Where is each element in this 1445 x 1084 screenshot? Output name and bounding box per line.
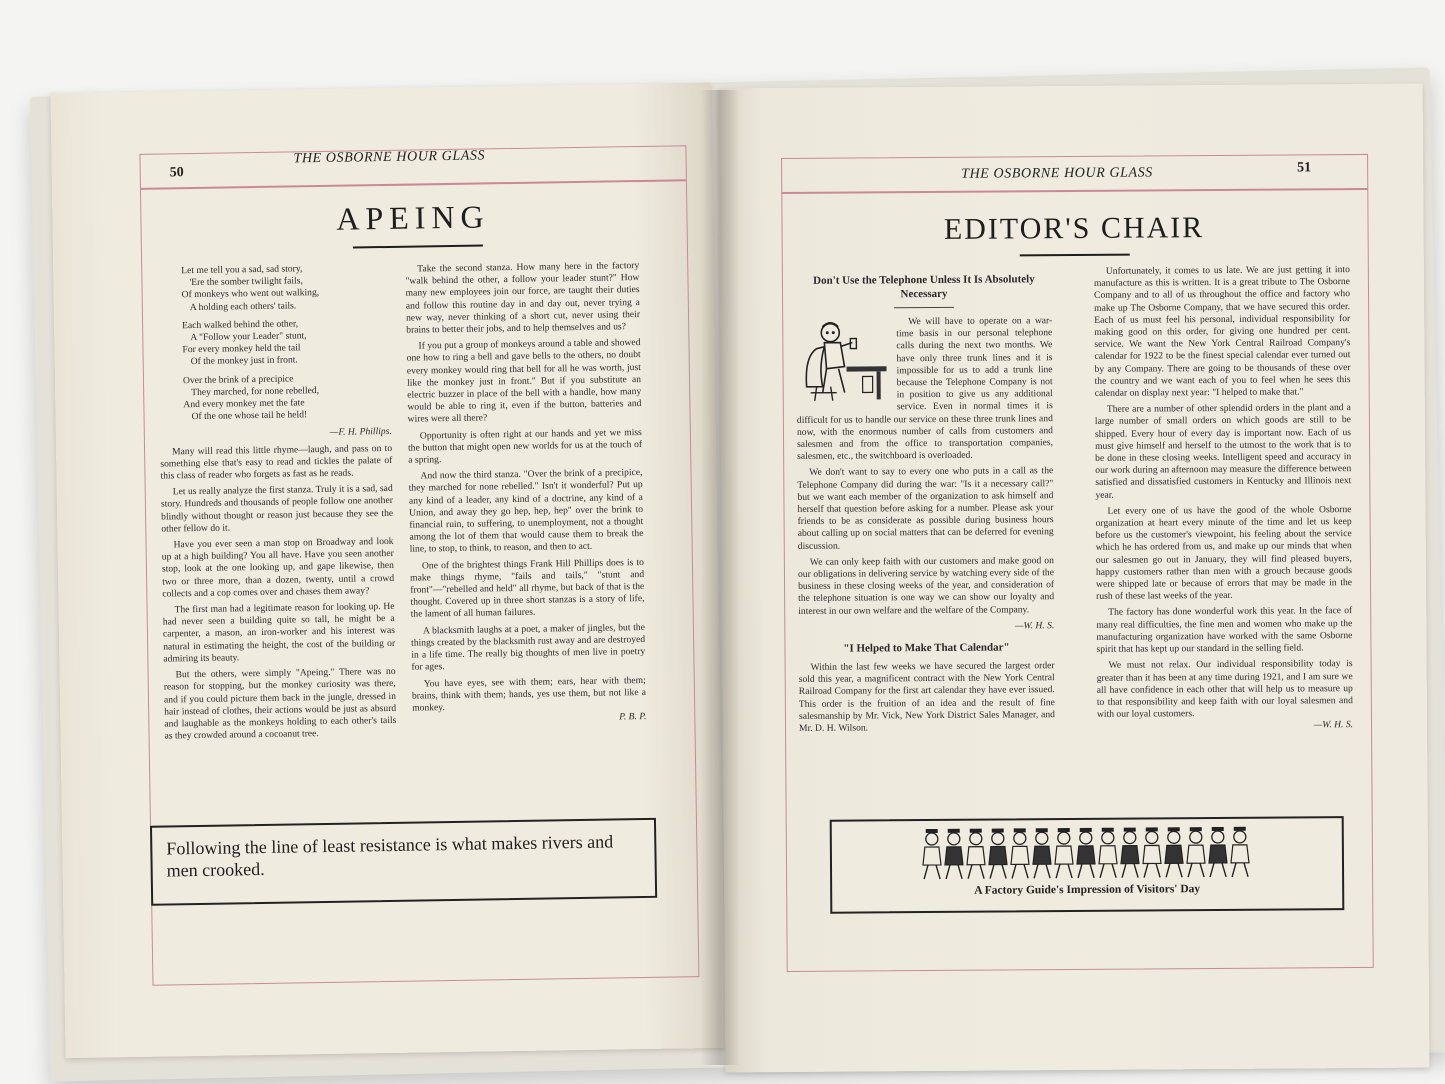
poem-line: Let me tell you a sad, sad story, (181, 263, 303, 277)
poem-line: 'Ere the somber twilight fails, (189, 275, 303, 289)
cartoon-figure (1231, 827, 1249, 877)
paragraph: A blacksmith laughs at a poet, a maker of jingles, but the things created by the blacksmith rust away and are destroyed in a life time. The really big thoughts of men live in poetry for ages. (411, 621, 646, 673)
paragraph: The factory has done wonderful work this year. In the face of many real difficulties, the fine men and women who make up the manufacturing organization have worked with the same Osborne spirit that has kept up our standard in the selling field. (1096, 605, 1353, 655)
gutter-shadow (700, 90, 740, 1065)
cartoon-figure (1099, 828, 1117, 878)
section2-heading: "I Helped to Make That Calendar" (843, 641, 1010, 655)
poem-line: Over the brink of a precipice (182, 373, 294, 386)
cartoon-figure (1077, 828, 1095, 878)
cartoon-figure (1165, 827, 1183, 877)
right-running-head: THE OSBORNE HOUR GLASS (961, 165, 1153, 182)
right-column-2-text (1094, 264, 1353, 721)
paragraph: Take the second stanza. How many here in the factory "walk behind the other, a follow your leader stunt?" How many new employees join our force, are taught their duties and follow this routine day in and day out, never trying a new way, never thinking of a short cut, never using their brains to better their jobs, and to help themselves and us? (405, 260, 641, 336)
poem-line: Each walked behind the other, (182, 318, 299, 332)
paragraph: You have eyes, see with them; ears, hear with them; brains, think with them; hands, yes use them, but not like a monkey. (411, 674, 647, 714)
poem-signature: —F. H. Phillips. (329, 426, 392, 439)
poem-line: Of the monkey just in front. (190, 354, 298, 368)
paragraph: We must not relax. Our individual responsibility today is greater than it has been at any time during 1921, and I am sure we all have confidence in each other that will help us to measure up to that responsibility and keep faith with our loyal salesmen and with our loyal customers. (1096, 658, 1353, 720)
left-column-2-signature: P. B. P. (619, 711, 647, 723)
cartoon-figure (1033, 828, 1051, 878)
right-column-1 (796, 270, 1055, 739)
paragraph: Let every one of us have the good of the whole Osborne organization at heart every minute of the time and let us keep before us the customer's viewpoint, his feeling about the service which he has ordered from us, and make up our minds that when our salesmen go out in January, they will find pleased buyers, happy customers rather than men with a grouch because goods were shipped late or because of errors that may be made in the rush of these last weeks of the year. (1095, 503, 1353, 603)
quote-box (150, 818, 657, 906)
paragraph: One of the brightest things Frank Hill Phillips does is to make things rhyme, "fails and tails," "stunt and front"—"rebelled and held" all rhyme, but back of that is the thought. Covered up in three short stanzas is a story of life, the lament of all human failures. (410, 556, 645, 621)
cartoon-figure (1209, 827, 1227, 877)
paragraph: We can only keep faith with our customers and make good on our obligations in delivering service by watching every side of the business in these closing weeks of the year, and consideration of the telephone situation is one way we can show our loyalty and interest in our own welfare and the welfare of the Company. (797, 554, 1055, 617)
poem-line: They marched, for none rebelled, (191, 384, 320, 398)
paragraph: We don't want to say to every one who puts in a call as the Telephone Company did during the war: "Is it a necessary call?" but we want each member of the organization to ask himself and herself that question before asking for a number. Please ask your friends to be as considerate as possible during business hours about calling up on social matters that can be deferred for evening discussion. (797, 465, 1054, 552)
section2-text (799, 660, 1056, 735)
cartoon-figure (945, 829, 963, 879)
cartoon-figure (967, 829, 985, 879)
paragraph: Opportunity is often right at our hands and yet we miss the button that might open new worlds for us at the touch of a spring. (407, 426, 643, 466)
left-column-1 (157, 262, 397, 747)
left-column-1-text (160, 443, 397, 743)
cartoon-figure (1055, 828, 1073, 878)
right-column-2-signature: —W. H. S. (1313, 719, 1354, 731)
cartoon-figure (1187, 827, 1205, 877)
section1-signature: —W. H. S. (1014, 620, 1055, 632)
poem-line: Of monkeys who went out walking, (181, 287, 320, 301)
paragraph: Let us really analyze the first stanza. Truly it is a sad, sad story. Hundreds and thousands of people follow one another blindly without thought or reason just because they see the other fellow do it. (160, 483, 394, 535)
cartoon-figure (923, 829, 941, 879)
poem-line: A "Follow your Leader" stunt, (190, 330, 307, 344)
poem-line: And every monkey met the fate (183, 397, 305, 411)
left-page-number: 50 (169, 165, 184, 181)
paragraph: Unfortunately, it comes to us late. We are just getting it into manufacture as this is written. It is a great tribute to The Osborne Company and to all of us throughout the office and factory who make up The Osborne Company, that we have secured this order. Each of us must feel his personal, individual responsibility for making good on this order, for giving one hundred per cent. service. We want the New York Central Railroad Company's calendar for 1922 to be the finest special calendar ever turned out by any Company. There are going to be thousands of these over the country and we want each of you to feel when he sees this calendar on display next year: "I helped to make that." (1093, 264, 1351, 399)
telephone-man-illustration (796, 316, 889, 403)
cartoon-box (830, 816, 1345, 914)
paragraph: We will have to operate on a war-time basis in our personal telephone calls during the next two months. We have only three trunk lines and it is impossible for us to add a trunk line because the Telephone Company is not in position to give us any additional service. Even in normal times it is difficult for us to handle our service on these three trunk lines and now, with the enormous number of calls from customers and salesmen and from the office to transportation companies, salesmen, etc., the switchboard is overloaded. (796, 315, 1054, 463)
paragraph: Have you ever seen a man stop on Broadway and look up at a high building? You all have. Have you seen another stop, look at the one looking up, and gape likewise, then two or three more, than a dozen, twenty, until a crowd collects and a cop comes over and chases them away? (161, 535, 395, 600)
cartoon-figure (989, 828, 1007, 878)
right-title: EDITOR'S CHAIR (943, 211, 1205, 246)
paragraph: Within the last few weeks we have secured the largest order sold this year, a magnificent contract with the New York Central Railroad Company for the first art calendar they have ever issued. This order is the fruition of an idea and the result of fine salesmanship by Mr. Vick, New York District Sales Manager, and Mr. D. H. Wilson. (798, 660, 1055, 735)
poem-line: For every monkey held the tail (182, 342, 301, 356)
left-page (50, 83, 725, 1058)
right-page (719, 84, 1430, 1073)
paragraph: But the others, were simply "Apeing." There was no reason for stopping, but the monkey curiosity was there, and if you could picture them back in the jungle, dressed in hair instead of clothes, their actions would be just as absurd and laughable as the monkeys holding to each other's tails as they crowded around a cocoanut tree. (163, 665, 397, 742)
paragraph: The first man had a legitimate reason for looking up. He had never seen a building quite so tall, he might be a carpenter, a mason, an iron-worker and his interest was natural in estimating the height, the cost of the building or admiring its beauty. (162, 600, 396, 665)
left-column-2-text (405, 260, 646, 715)
left-column-2 (405, 260, 646, 731)
paragraph: And now the third stanza. "Over the brink of a precipice, they marched for none rebelled." Isn't it wonderful? Put up any kind of a leader, any kind of a doctrine, any kind of a Union, and away they go hep, hep, hep" over the brink to financial ruin, to suffering, to unemployment, not a thought among the lot of them that would cause them to break the line, to stop, to think, to reason, and then to act. (408, 467, 644, 556)
poem-line: A holding each others' tails. (189, 300, 297, 313)
left-title: APEING (336, 198, 490, 237)
cartoon-figure (1143, 827, 1161, 877)
section1-heading: Don't Use the Telephone Unless It Is Absolutely Necessary (813, 273, 1035, 301)
paragraph: Many will read this little rhyme—laugh, and pass on to something else that's easy to read and tickles the palate of this class of reader who forgets as fast as he reads. (160, 442, 393, 482)
cartoon-figure (1011, 828, 1029, 878)
section1-rule (894, 307, 954, 308)
visitors-cartoon-illustration (832, 818, 1342, 886)
poem-line: Of the one whose tail he held! (191, 409, 308, 423)
right-page-number: 51 (1297, 160, 1312, 176)
paragraph: There are a number of other splendid orders in the plant and a large number of small orders on which goods are still to be shipped. Every hour of every day is important now. Each of us must give himself and herself to the utmost to the work that is to be done in these closing weeks. Intelligent speed and accuracy in our work during an afternoon may measure the difference between satisfied and dissatisfied customers in Kentucky and Illinois next year. (1094, 402, 1352, 501)
quote-text: Following the line of least resistance is what makes rivers and men crooked. (166, 831, 614, 881)
cartoon-figure (1121, 828, 1139, 878)
left-running-head: THE OSBORNE HOUR GLASS (293, 148, 486, 167)
paragraph: If you put a group of monkeys around a table and showed one how to ring a bell and gave bells to the others, no doubt every monkey would ring that bell for all he was worth, just like the monkey just in front." But if you substitute an electric buzzer in place of the bell with a handle, how many would be able to ring it, even if the button, batteries and wires were all there? (406, 337, 642, 426)
cartoon-caption: A Factory Guide's Impression of Visitors' Day (974, 883, 1201, 897)
right-column-2 (1094, 264, 1353, 737)
poem (157, 262, 391, 424)
